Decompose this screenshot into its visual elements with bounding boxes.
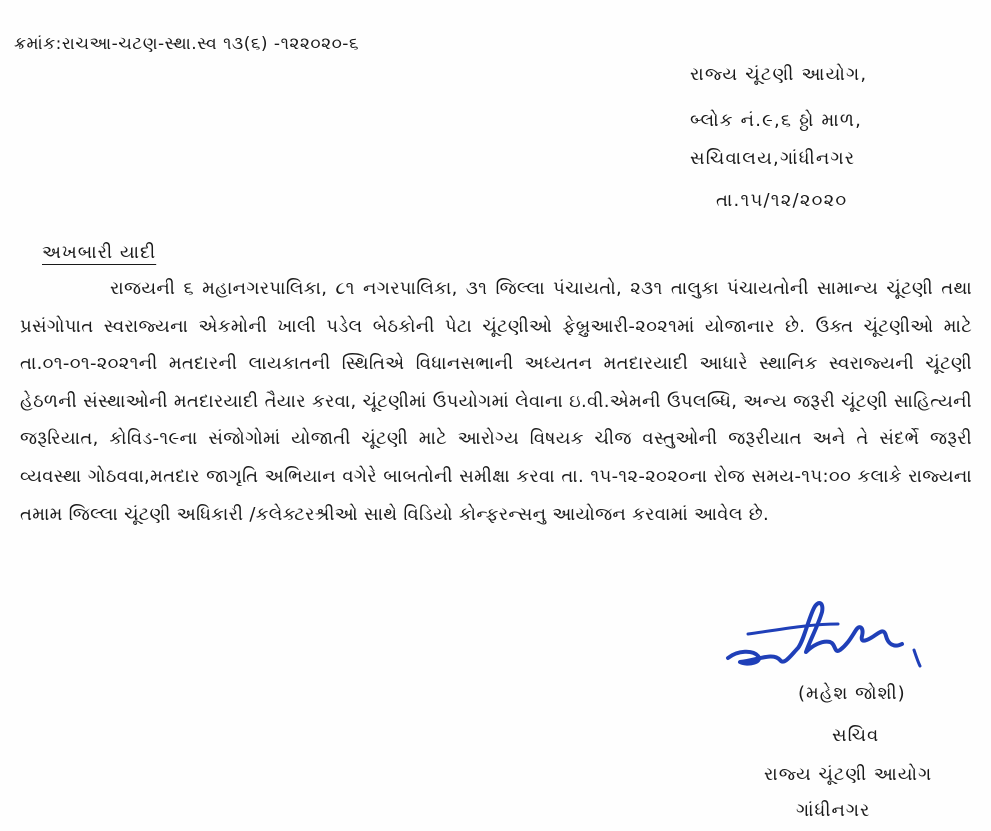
document-date: તા.૧૫/૧૨/૨૦૨૦ bbox=[716, 190, 848, 211]
address-line-2: બ્લોક નં.૯,૬ ઠ્ઠો માળ, bbox=[690, 110, 862, 131]
press-release-heading: અખબારી યાદી bbox=[42, 242, 157, 263]
signatory-title: સચિવ bbox=[832, 725, 880, 746]
reference-number: ક્રમાંક:રાચઆ-ચટણ-સ્થા.સ્વ ૧૩(૬) -૧૨૨૦૨૦-૬ bbox=[14, 34, 359, 54]
signature-image bbox=[718, 590, 928, 690]
signatory-organization: રાજ્ય ચૂંટણી આયોગ bbox=[764, 764, 933, 785]
signatory-name: (મહેશ જોશી) bbox=[798, 683, 906, 704]
address-line-3: સચિવાલય,ગાંધીનગર bbox=[690, 148, 856, 169]
address-line-1: રાજ્ય ચૂંટણી આયોગ, bbox=[690, 64, 868, 85]
signatory-city: ગાંધીનગર bbox=[796, 800, 871, 821]
press-release-body: રાજયની ૬ મહાનગરપાલિકા, ૮૧ નગરપાલિકા, ૩૧ જિલ્લા પંચાયતો, ૨૩૧ તાલુકા પંચાયતોની સામાન્ય ચૂંટણી તથા પ્રસંગોપાત સ્વરાજ્યના એકમોની ખાલી પડેલ બેઠકોની પેટા ચૂંટણીઓ ફેબ્રુઆરી-૨૦૨૧માં યોજાનાર છે. ઉક્ત ચૂંટણીઓ માટે તા.૦૧-૦૧-૨૦૨૧ની મતદારની લાયકાતની સ્થિતિએ વિધાનસભાની અધ્યતન મતદારયાદી આધારે સ્થાનિક સ્વરાજ્યની ચૂંટણી હેઠળની સંસ્થાઓની મતદારયાદી તૈયાર કરવા, ચૂંટણીમાં ઉપયોગમાં લેવાના ઇ.વી.એમની ઉપલબ્ધિ, અન્ય જરૂરી ચૂંટણી સાહિત્યની જરૂરિયાત, કોવિડ-૧૯ના સંજોગોમાં યોજાતી ચૂંટણી માટે આરોગ્ય વિષયક ચીજ વસ્તુઓની જરૂરીયાત અને તે સંદર્ભે જરૂરી વ્યવસ્થા ગોઠવવા,મતદાર જાગૃતિ અભિયાન વગેરે બાબતોની સમીક્ષા કરવા તા. ૧૫-૧૨-૨૦૨૦ના રોજ સમય-૧૫:૦૦ કલાકે રાજ્યના તમામ જિલ્લા ચૂંટણી અધિકારી /કલેક્ટરશ્રીઓ સાથે વિડિયો કોન્ફરન્સનુ આયોજન કરવામાં આવેલ છે. bbox=[20, 278, 972, 525]
